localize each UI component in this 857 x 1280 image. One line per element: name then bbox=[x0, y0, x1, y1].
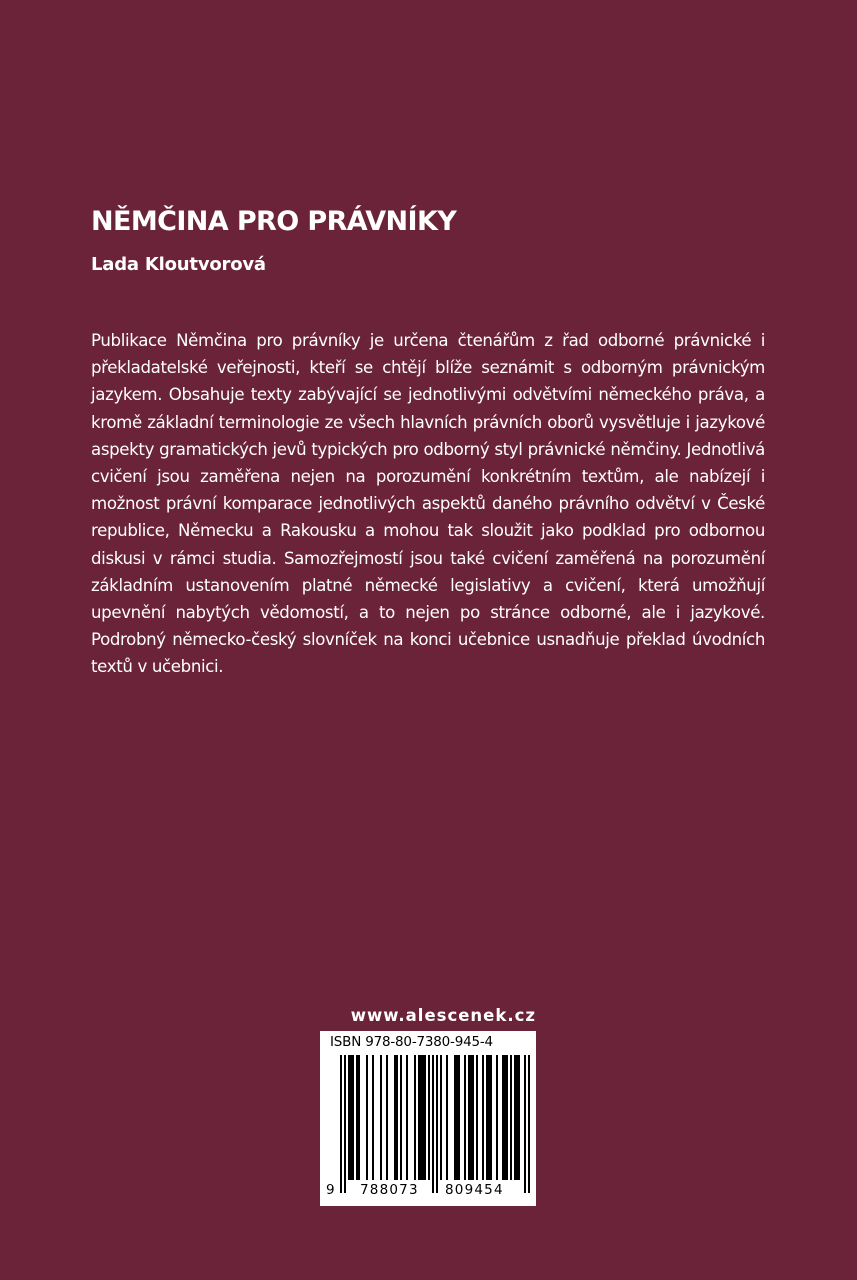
barcode-bar bbox=[504, 1055, 506, 1180]
barcode-bar bbox=[344, 1055, 346, 1193]
barcode-bar bbox=[358, 1055, 360, 1180]
book-title: NĚMČINA PRO PRÁVNÍKY bbox=[91, 206, 457, 237]
publisher-website: www.alescenek.cz bbox=[350, 1006, 536, 1025]
barcode-left-digits: 788073 bbox=[360, 1182, 419, 1198]
barcode-bar bbox=[396, 1055, 398, 1180]
barcode-bar bbox=[514, 1055, 516, 1180]
barcode-bar bbox=[490, 1055, 492, 1180]
barcode-bar bbox=[472, 1055, 474, 1180]
barcode-bar bbox=[456, 1055, 458, 1180]
barcode-bar bbox=[352, 1055, 354, 1180]
barcode-bar bbox=[468, 1055, 470, 1180]
barcode-bar bbox=[440, 1055, 442, 1180]
barcode-bar bbox=[414, 1055, 416, 1180]
barcode-bar bbox=[348, 1055, 350, 1180]
barcode-bar bbox=[518, 1055, 520, 1180]
book-author: Lada Kloutvorová bbox=[91, 254, 266, 275]
barcode-bar bbox=[470, 1055, 472, 1180]
barcode-bar bbox=[400, 1055, 402, 1180]
barcode-bar bbox=[420, 1055, 422, 1180]
barcode-right-digits: 809454 bbox=[445, 1182, 504, 1198]
barcode-bar bbox=[380, 1055, 382, 1180]
barcode-bar bbox=[386, 1055, 388, 1180]
barcode-bar bbox=[432, 1055, 434, 1193]
barcode-bar bbox=[350, 1055, 352, 1180]
barcode-first-digit: 9 bbox=[326, 1182, 336, 1198]
barcode-bar bbox=[464, 1055, 466, 1180]
barcode-bar bbox=[356, 1055, 358, 1180]
barcode-bar bbox=[394, 1055, 396, 1180]
barcode-bar bbox=[516, 1055, 518, 1180]
barcode-bar bbox=[528, 1055, 530, 1193]
barcode-bar bbox=[524, 1055, 526, 1193]
barcode-bar bbox=[482, 1055, 484, 1180]
book-description: Publikace Němčina pro právníky je určena čtenářům z řad odborné právnické i překladatelské veřejnosti, kteří se chtějí blíže seznámit s odborným právnickým jazykem. Obsahuje texty zabývající se jednotlivými odvětvími německého práva, a kromě základní terminologie ze všech hlavních právních oborů vysvětluje i jazykové aspekty gramatických jevů typických pro odborný styl právnické němčiny. Jednotlivá cvičení jsou zaměřena nejen na porozumění konkrétním textům, ale nabízejí i možnost právní komparace jednotlivých aspektů daného právního odvětví v České republice, Německu a Rakousku a mohou tak sloužit jako podklad pro odbornou diskusi v rámci studia. Samozřejmostí jsou také cvičení zaměřená na porozumění základním ustanovením platné německé legislativy a cvičení, která umožňují upevnění nabytých vědomostí, a to nejen po stránce odborné, ale i jazykové. Podrobný německo-český slovníček na konci učebnice usnadňuje překlad úvodních textů v učebnici. bbox=[91, 331, 765, 677]
barcode-bar bbox=[428, 1055, 430, 1180]
isbn-label: ISBN 978-80-7380-945-4 bbox=[330, 1034, 493, 1050]
barcode-bar bbox=[486, 1055, 488, 1180]
barcode-bar bbox=[506, 1055, 508, 1180]
barcode-bar bbox=[488, 1055, 490, 1180]
barcode-bar bbox=[510, 1055, 512, 1180]
barcode-bar bbox=[418, 1055, 420, 1180]
barcode-bar bbox=[340, 1055, 342, 1193]
barcode-bar bbox=[372, 1055, 374, 1180]
barcode-bar bbox=[406, 1055, 408, 1180]
barcode-bar bbox=[502, 1055, 504, 1180]
barcode-bar bbox=[424, 1055, 426, 1180]
barcode-bars bbox=[320, 1031, 536, 1206]
barcode-bar bbox=[496, 1055, 498, 1180]
barcode-bar bbox=[454, 1055, 456, 1180]
barcode-bar bbox=[476, 1055, 478, 1180]
barcode-bar bbox=[422, 1055, 424, 1180]
barcode-bar bbox=[436, 1055, 438, 1193]
barcode bbox=[320, 1031, 536, 1206]
barcode-bar bbox=[446, 1055, 448, 1180]
barcode-bar bbox=[366, 1055, 368, 1180]
barcode-bar bbox=[458, 1055, 460, 1180]
